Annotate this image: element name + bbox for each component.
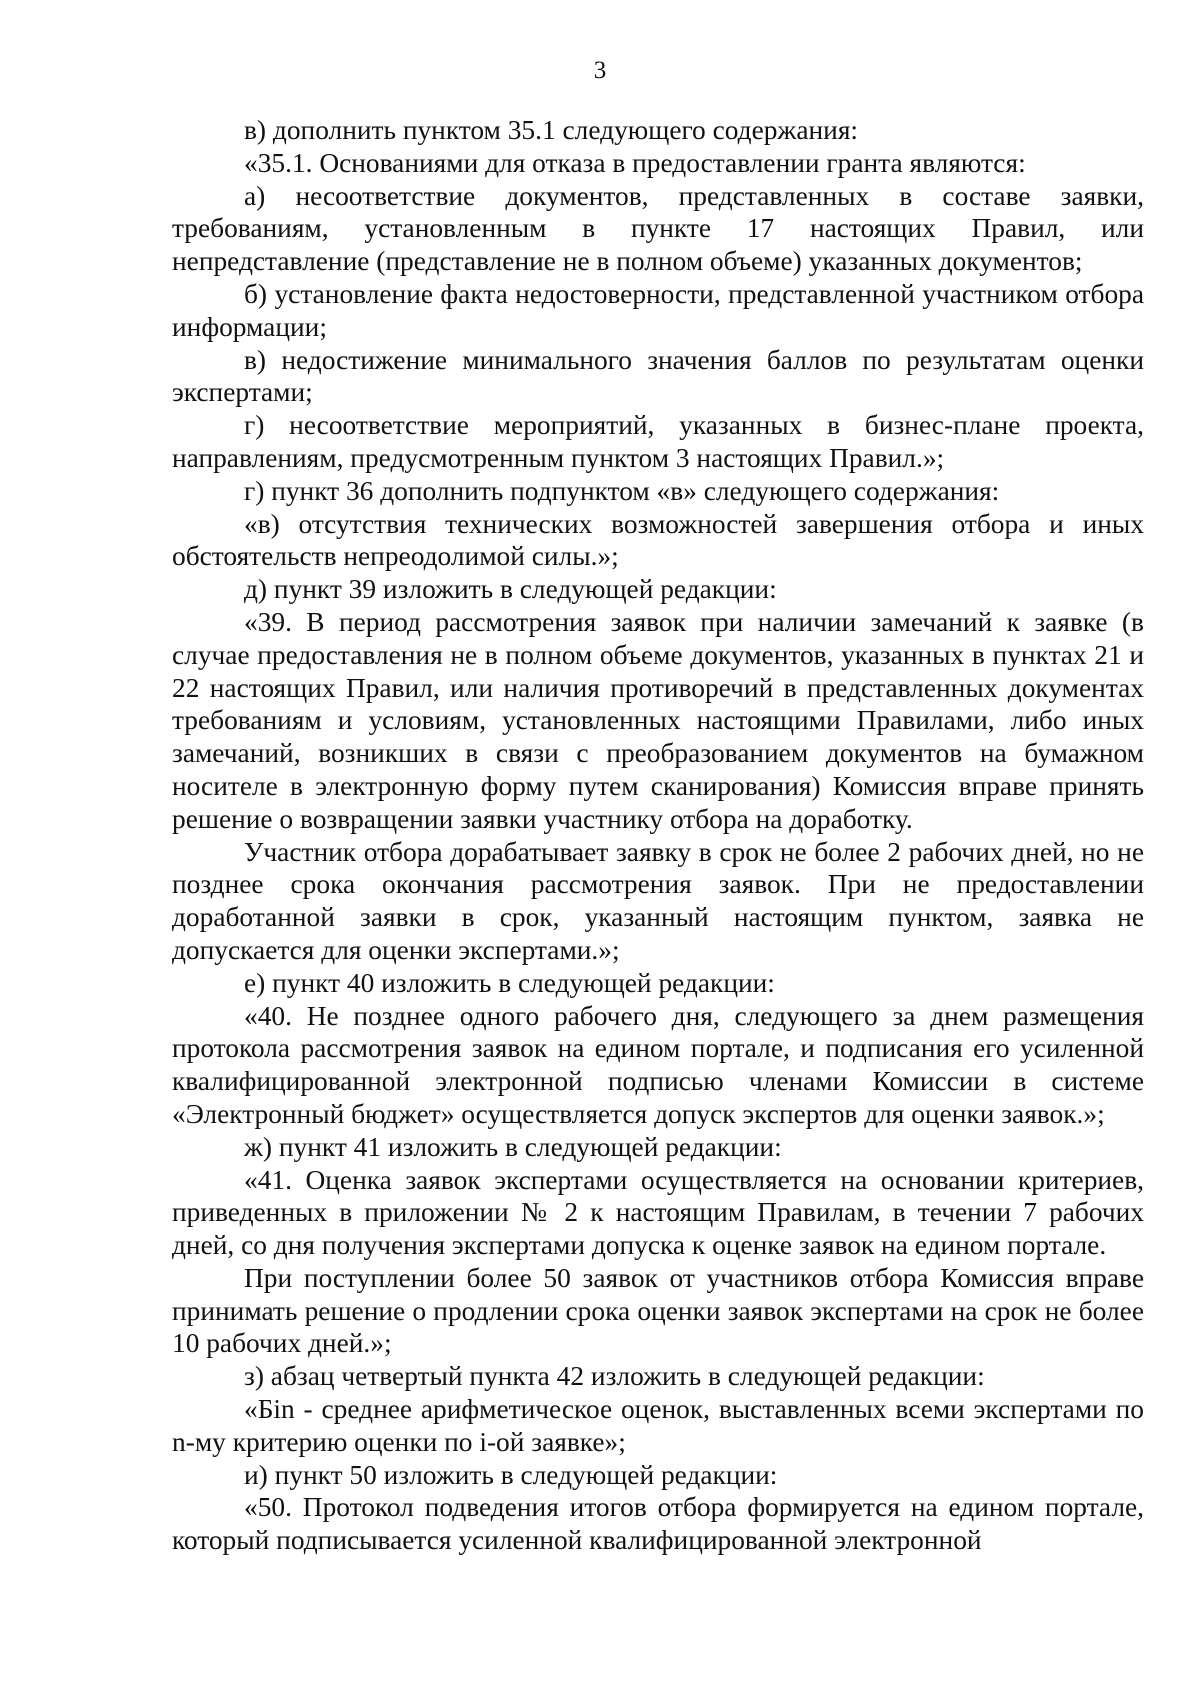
paragraph: При поступлении более 50 заявок от участников отбора Комиссия вправе принимать решение о продлении срока оценки заявок экспертами на срок не более 10 рабочих дней.»;	[172, 1262, 1144, 1359]
paragraph: «39. В период рассмотрения заявок при наличии замечаний к заявке (в случае предоставления не в полном объеме документов, указанных в пунктах 21 и 22 настоящих Правил, или наличия противоречий в представленных документах требованиям и условиям, установленных настоящими Правилами, либо иных замечаний, возникших в связи с преобразованием документов на бумажном носителе в электронную форму путем сканирования) Комиссия вправе принять решение о возвращении заявки участнику отбора на доработку.	[172, 606, 1144, 834]
document-body	[172, 114, 1144, 1557]
paragraph: «41. Оценка заявок экспертами осуществляется на основании критериев, приведенных в приложении № 2 к настоящим Правилам, в течении 7 рабочих дней, со дня получения экспертами допуска к оценке заявок на едином портале.	[172, 1164, 1144, 1261]
paragraph: з) абзац четвертый пункта 42 изложить в следующей редакции:	[244, 1361, 985, 1392]
paragraph: «35.1. Основаниями для отказа в предоставлении гранта являются:	[244, 147, 1026, 178]
paragraph: в) недостижение минимального значения баллов по результатам оценки экспертами;	[172, 344, 1144, 408]
paragraph: «40. Не позднее одного рабочего дня, следующего за днем размещения протокола рассмотрения заявок на едином портале, и подписания его усиленной квалифицированной электронной подписью членами Комиссии в системе «Электронный бюджет» осуществляется допуск экспертов для оценки заявок.»;	[172, 1000, 1144, 1129]
paragraph: «Бin - среднее арифметическое оценок, выставленных всеми экспертами по n-му критерию оценки по i-ой заявке»;	[172, 1394, 1144, 1457]
paragraph: Участник отбора дорабатывает заявку в срок не более 2 рабочих дней, но не позднее срока окончания рассмотрения заявок. При не предоставлении доработанной заявки в срок, указанный настоящим пунктом, заявка не допускается для оценки экспертами.»;	[172, 836, 1144, 965]
paragraph: «в) отсутствия технических возможностей завершения отбора и иных обстоятельств непреодолимой силы.»;	[172, 508, 1144, 572]
paragraph: ж) пункт 41 изложить в следующей редакции:	[244, 1131, 782, 1162]
paragraph: е) пункт 40 изложить в следующей редакции:	[244, 967, 775, 998]
paragraph: б) установление факта недостоверности, представленной участником отбора информации;	[172, 278, 1144, 342]
paragraph: «50. Протокол подведения итогов отбора формируется на едином портале, который подписывается усиленной квалифицированной электронной	[172, 1492, 1144, 1556]
paragraph: г) пункт 36 дополнить подпунктом «в» следующего содержания:	[244, 475, 1000, 506]
page-number: 3	[593, 57, 607, 84]
paragraph: в) дополнить пунктом 35.1 следующего содержания:	[244, 115, 859, 145]
paragraph: г) несоответствие мероприятий, указанных в бизнес-плане проекта, направлениям, предусмотренным пунктом 3 настоящих Правил.»;	[172, 410, 1144, 473]
paragraph: а) несоответствие документов, представленных в составе заявки, требованиям, установленным в пункте 17 настоящих Правил, или непредставление (представление не в полном объеме) указанных документов;	[172, 180, 1144, 277]
paragraph: и) пункт 50 изложить в следующей редакции:	[244, 1459, 778, 1490]
paragraph: д) пункт 39 изложить в следующей редакции:	[244, 574, 777, 605]
